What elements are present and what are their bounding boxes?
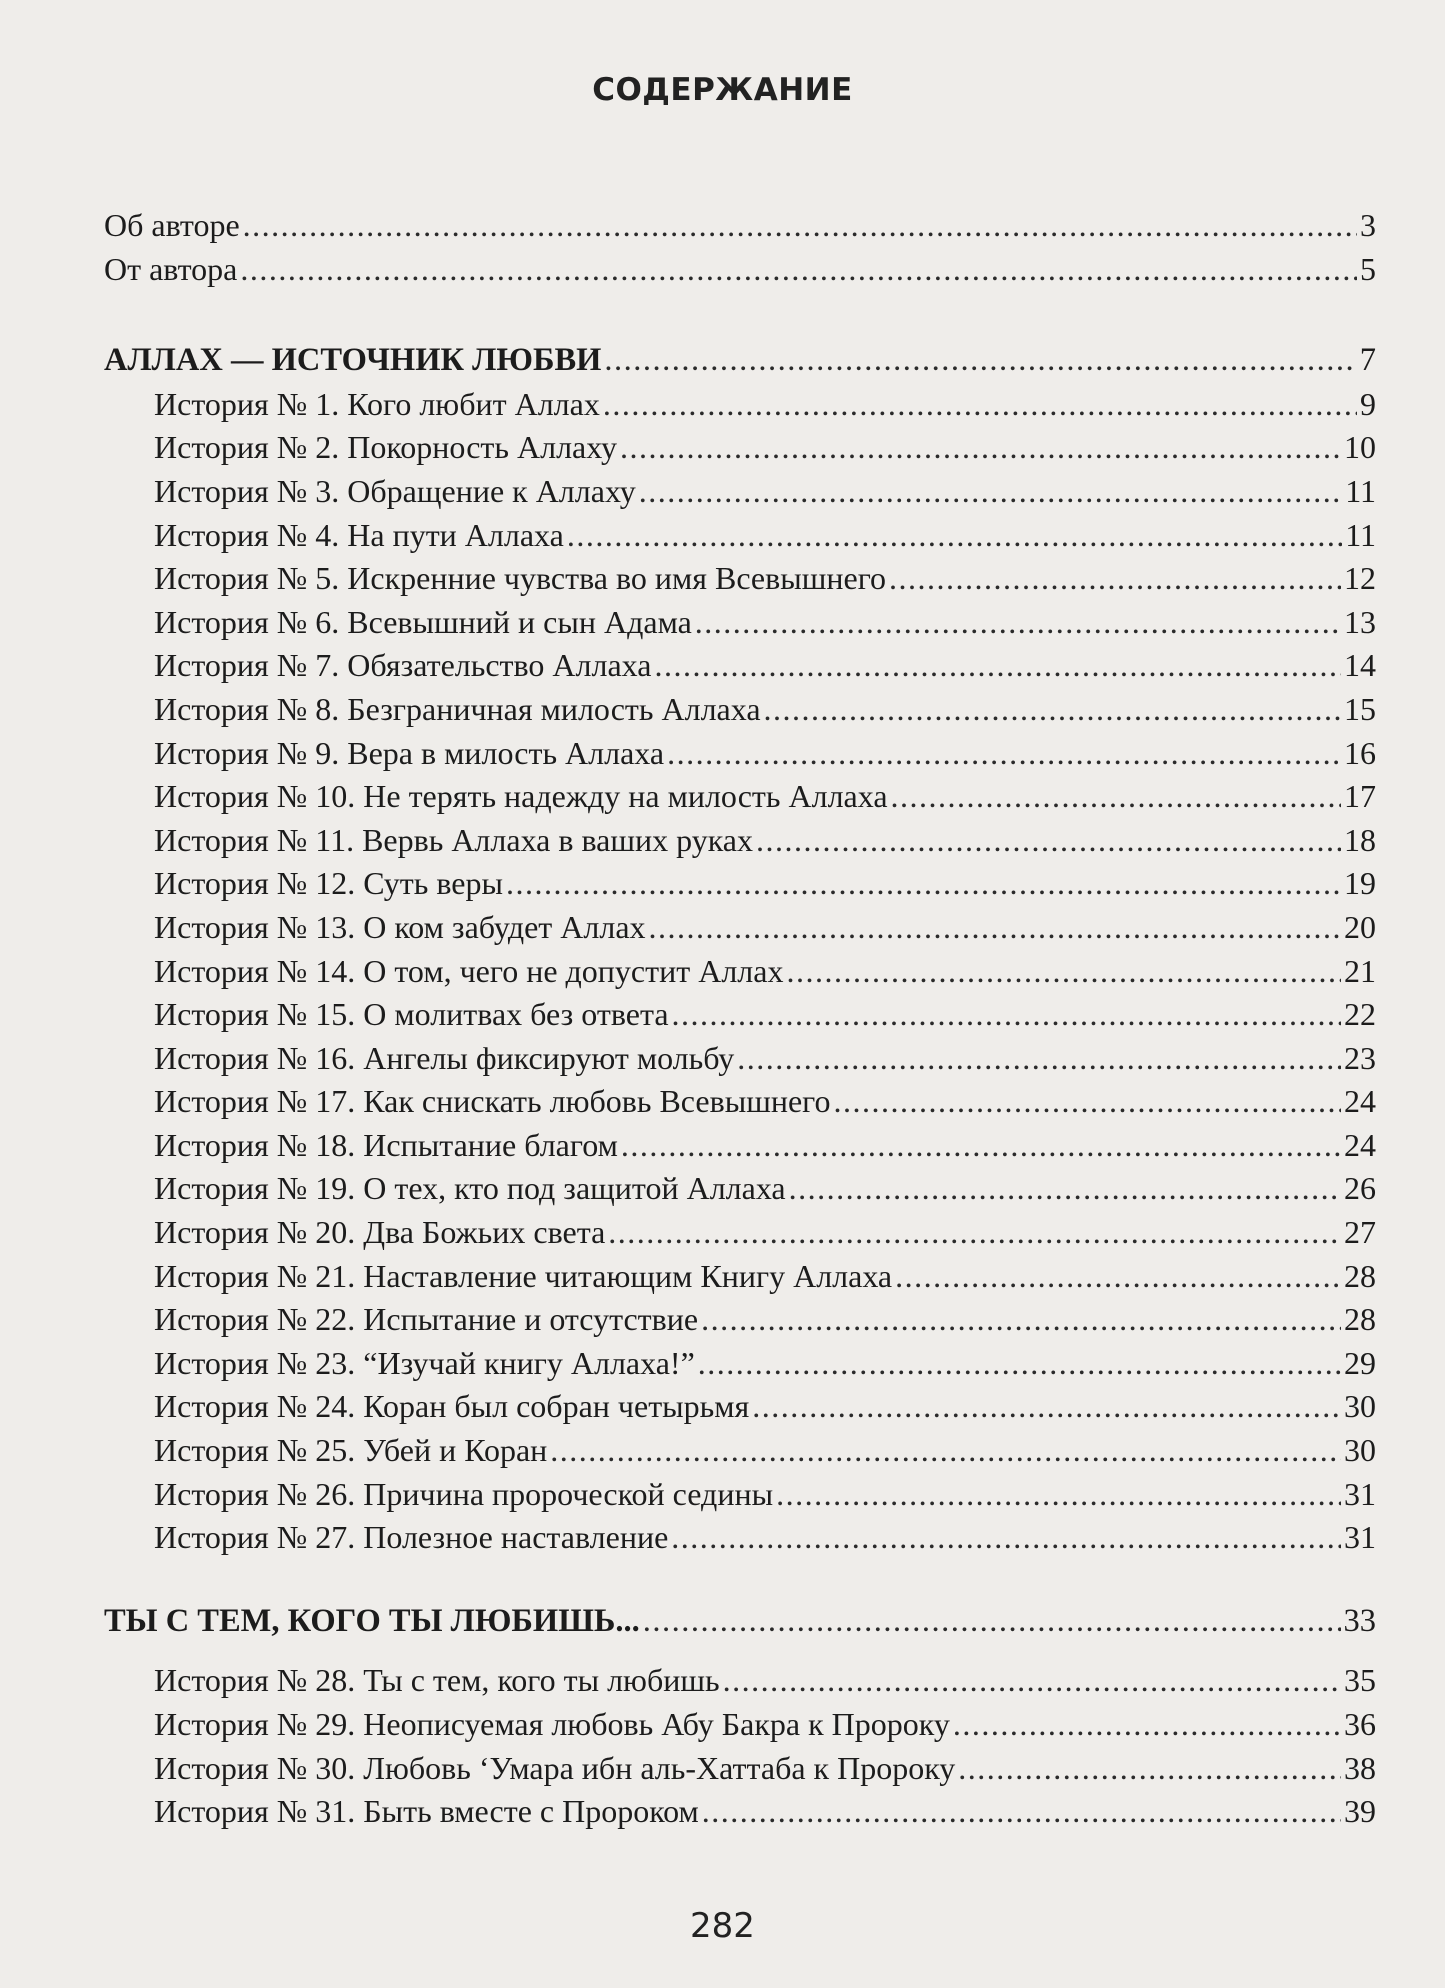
toc-page-number: 24 [1344,1126,1376,1163]
toc-part-heading [104,339,1376,383]
toc-story-entry [104,1473,1376,1517]
dot-leader [695,601,1341,645]
dot-leader [698,1342,1341,1386]
dot-leader [643,1600,1341,1644]
toc-story-entry [104,1790,1376,1834]
toc-entry-label: История № 2. Покорность Аллаху [154,429,618,466]
toc-entry-label: История № 14. О том, чего не допустит Аллах [154,952,784,989]
toc-story-entry [104,1385,1376,1429]
toc-entry-label: История № 17. Как снискать любовь Всевышнего [154,1083,831,1120]
dot-leader [834,1080,1342,1124]
toc-part-stories [104,383,1376,1560]
toc-entry-label: История № 16. Ангелы фиксируют мольбу [154,1039,735,1076]
dot-leader [776,1473,1341,1517]
toc-entry-label: История № 11. Вервь Аллаха в ваших руках [154,821,753,858]
toc-entry-label: История № 5. Искренние чувства во имя Всевышнего [154,560,887,597]
section-gap [104,1643,1376,1659]
toc-story-entry [104,1211,1376,1255]
dot-leader [506,862,1341,906]
dot-leader [240,248,1357,292]
toc-story-entry [104,1037,1376,1081]
dot-leader [671,1516,1341,1560]
toc-part-stories [104,1659,1376,1833]
toc-entry-from-author [104,248,1376,292]
toc-story-entry [104,470,1376,514]
toc-story-entry [104,1124,1376,1168]
dot-leader [639,470,1342,514]
toc-entry-about-author [104,204,1376,248]
toc-entry-label: История № 20. Два Божьих света [154,1214,606,1251]
toc-story-entry [104,862,1376,906]
dot-leader [786,950,1341,994]
dot-leader [737,1037,1341,1081]
toc-part-heading [104,1600,1376,1644]
dot-leader [789,1167,1341,1211]
toc-page-number: 29 [1344,1344,1376,1381]
toc-page-number: 38 [1344,1749,1376,1786]
dot-leader [891,775,1341,819]
toc-entry-label: История № 13. О ком забудет Аллах [154,908,646,945]
dot-leader [667,732,1341,776]
toc-story-entry [104,1429,1376,1473]
toc-story-entry [104,1080,1376,1124]
dot-leader [702,1790,1341,1834]
toc-entry-label: История № 28. Ты с тем, кого ты любишь [154,1662,720,1699]
dot-leader [243,204,1357,248]
toc-page-number: 28 [1344,1301,1376,1338]
toc-story-entry [104,514,1376,558]
table-of-contents [104,204,1376,1834]
dot-leader [550,1429,1341,1473]
toc-story-entry [104,819,1376,863]
toc-page-number: 18 [1344,821,1376,858]
toc-entry-label: История № 23. “Изучай книгу Аллаха!” [154,1344,695,1381]
toc-story-entry [104,1167,1376,1211]
dot-leader [701,1298,1341,1342]
dot-leader [756,819,1341,863]
dot-leader [654,644,1341,688]
toc-story-entry [104,1659,1376,1703]
toc-page-number: 15 [1344,690,1376,727]
dot-leader [621,1124,1341,1168]
toc-entry-label: История № 30. Любовь ‘Умара ибн аль-Хаттаба к Пророку [154,1749,956,1786]
toc-page-number: 31 [1344,1475,1376,1512]
toc-page-number: 27 [1344,1214,1376,1251]
toc-page-number: 21 [1344,952,1376,989]
toc-page-number: 36 [1344,1706,1376,1742]
toc-page-number: 9 [1360,385,1376,422]
toc-entry-label: История № 7. Обязательство Аллаха [154,647,652,684]
dot-leader [723,1659,1341,1703]
toc-entry-label: История № 18. Испытание благом [154,1126,618,1163]
dot-leader [958,1747,1341,1791]
toc-entry-label: История № 27. Полезное наставление [154,1519,669,1556]
toc-entry-label: От автора [104,250,238,287]
toc-page-number: 23 [1344,1039,1376,1076]
dot-leader [603,383,1357,427]
toc-story-entry [104,601,1376,645]
toc-entry-label: История № 8. Безграничная милость Аллаха [154,690,761,727]
toc-page-number: 39 [1344,1793,1376,1830]
toc-entry-label: История № 19. О тех, кто под защитой Аллаха [154,1170,786,1207]
toc-page-number: 12 [1344,560,1376,597]
toc-page-number: 20 [1344,908,1376,945]
toc-story-entry [104,688,1376,732]
toc-page-number: 30 [1344,1432,1376,1469]
toc-part-label: ТЫ С ТЕМ, КОГО ТЫ ЛЮБИШЬ... [104,1602,640,1639]
toc-story-entry [104,1255,1376,1299]
toc-entry-label: История № 1. Кого любит Аллах [154,385,600,422]
toc-story-entry [104,1342,1376,1386]
toc-entry-label: История № 10. Не терять надежду на милость Аллаха [154,778,888,815]
toc-page-number: 28 [1344,1257,1376,1294]
toc-story-entry [104,1298,1376,1342]
toc-story-entry [104,426,1376,470]
dot-leader [567,514,1342,558]
toc-page-number: 10 [1344,429,1376,466]
dot-leader [620,426,1341,470]
toc-entry-label: История № 3. Обращение к Аллаху [154,472,636,509]
toc-page-number: 11 [1345,472,1376,509]
toc-page-number: 24 [1344,1083,1376,1120]
toc-entry-label: История № 29. Неописуемая любовь Абу Бакра к Пророку [154,1706,950,1742]
dot-leader [953,1703,1341,1747]
toc-entry-label: История № 24. Коран был собран четырьмя [154,1388,750,1425]
toc-page-number: 13 [1344,603,1376,640]
toc-entry-label: Об авторе [104,207,240,243]
toc-entry-label: История № 4. На пути Аллаха [154,516,564,553]
toc-story-entry [104,1703,1376,1747]
toc-page-number: 35 [1344,1662,1376,1699]
toc-page-number: 26 [1344,1170,1376,1207]
dot-leader [604,339,1356,383]
toc-story-entry [104,1516,1376,1560]
dot-leader [608,1211,1341,1255]
toc-story-entry [104,950,1376,994]
toc-page-number: 5 [1360,250,1376,287]
toc-entry-label: История № 15. О молитвах без ответа [154,996,669,1033]
dot-leader [752,1385,1341,1429]
toc-entry-label: История № 21. Наставление читающим Книгу Аллаха [154,1257,893,1294]
toc-page-number: 30 [1344,1388,1376,1425]
toc-entry-label: История № 22. Испытание и отсутствие [154,1301,699,1338]
dot-leader [672,993,1341,1037]
toc-page-number: 16 [1344,734,1376,771]
toc-page-number: 7 [1359,342,1376,379]
toc-entry-label: История № 25. Убей и Коран [154,1432,548,1469]
section-gap [104,291,1376,339]
section-gap [104,1560,1376,1600]
toc-page-number: 14 [1344,647,1376,684]
toc-page-number: 19 [1344,865,1376,902]
toc-story-entry [104,644,1376,688]
toc-entry-label: История № 31. Быть вместе с Пророком [154,1793,699,1830]
toc-page-number: 33 [1343,1602,1376,1639]
toc-page-number: 3 [1360,207,1376,243]
page-number: 282 [690,1906,755,1946]
toc-story-entry [104,906,1376,950]
toc-story-entry [104,732,1376,776]
dot-leader [895,1255,1341,1299]
toc-story-entry [104,775,1376,819]
dot-leader [649,906,1341,950]
toc-story-entry [104,993,1376,1037]
dot-leader [889,557,1341,601]
toc-page-number: 31 [1344,1519,1376,1556]
toc-page-number: 17 [1344,778,1376,815]
toc-page-number: 22 [1344,996,1376,1033]
toc-story-entry [104,1747,1376,1791]
toc-page-number: 11 [1345,516,1376,553]
toc-story-entry [104,383,1376,427]
toc-entry-label: История № 12. Суть веры [154,865,503,902]
toc-part-label: АЛЛАХ — ИСТОЧНИК ЛЮБВИ [104,342,602,379]
page-title: СОДЕРЖАНИЕ [592,72,853,108]
toc-entry-label: История № 9. Вера в милость Аллаха [154,734,665,771]
toc-entry-label: История № 6. Всевышний и сын Адама [154,603,692,640]
dot-leader [764,688,1341,732]
toc-story-entry [104,557,1376,601]
toc-entry-label: История № 26. Причина пророческой седины [154,1475,774,1512]
